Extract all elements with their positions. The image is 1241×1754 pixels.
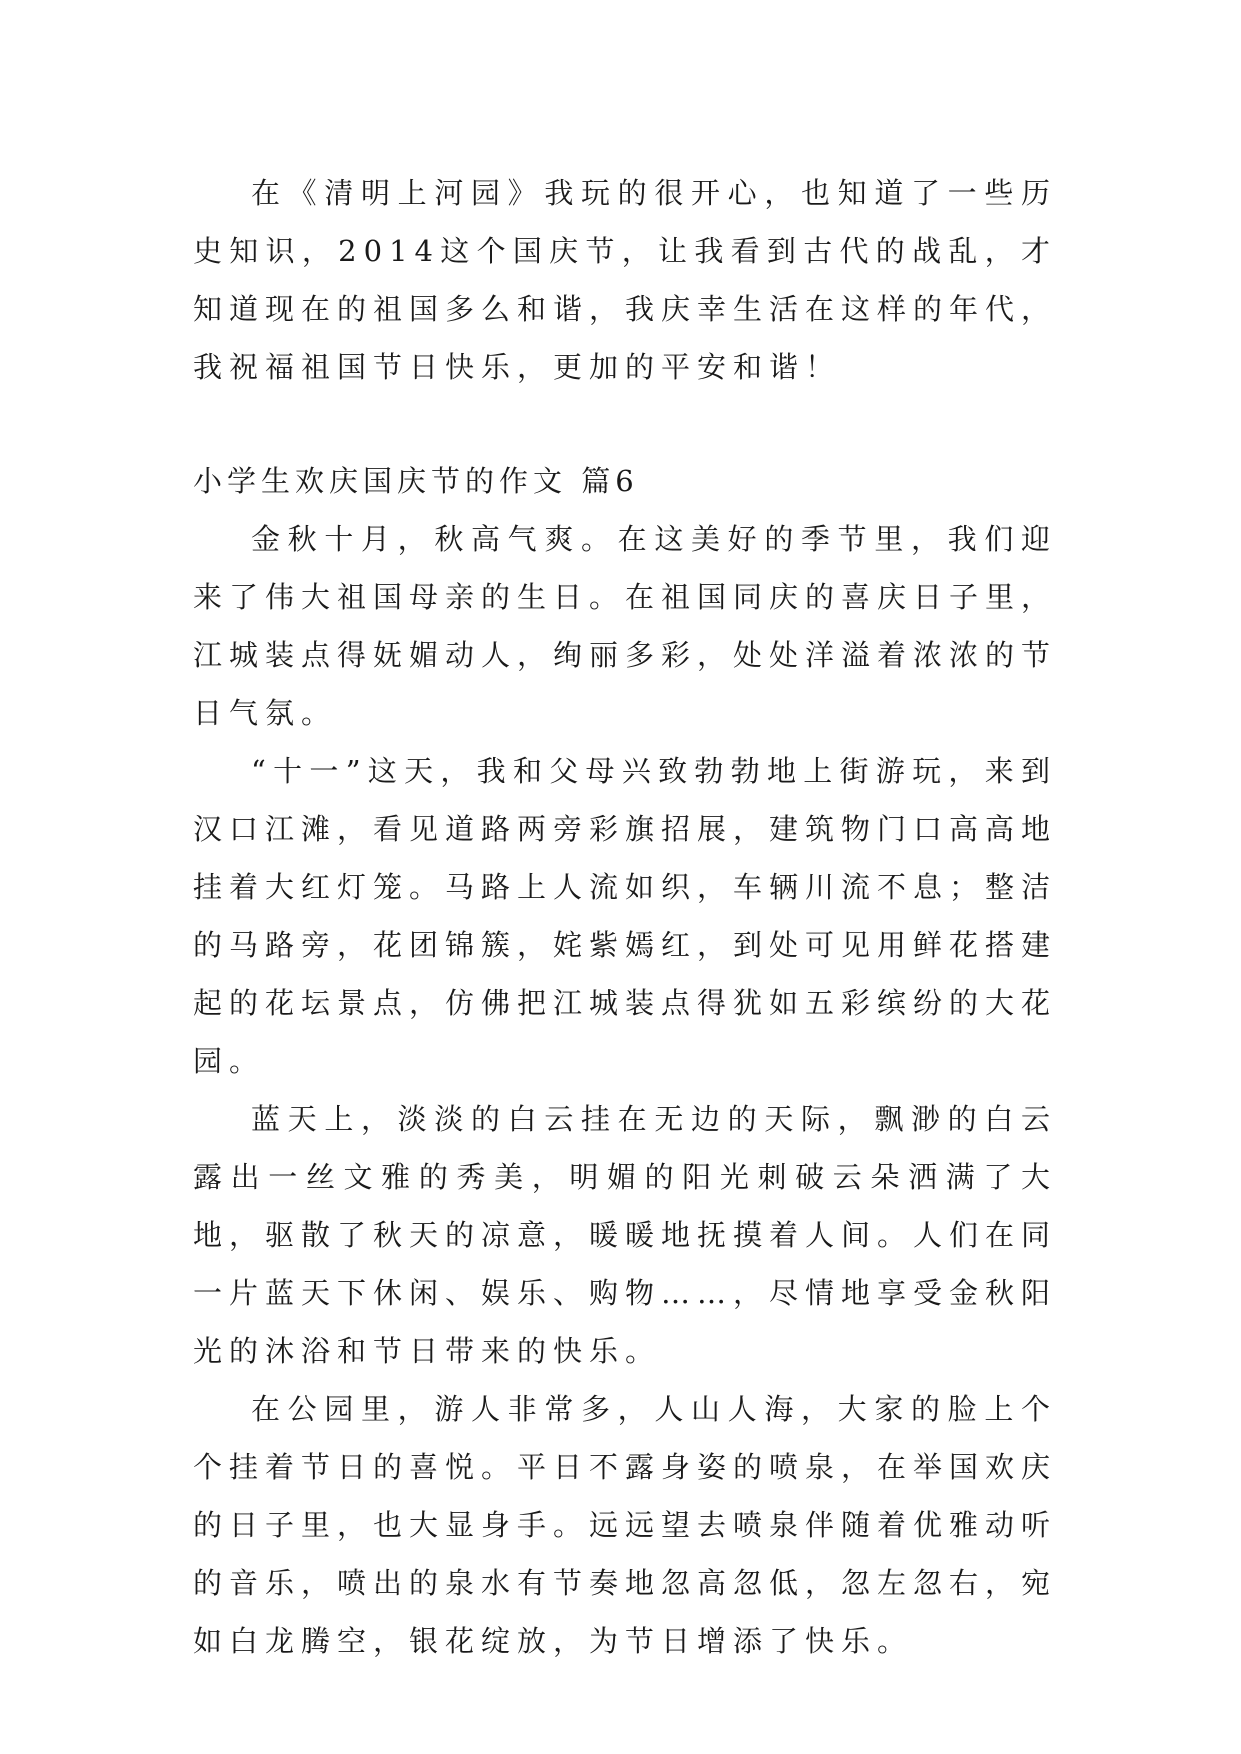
- section-spacer: [193, 396, 1057, 452]
- body-paragraph-4: 在公园里，游人非常多，人山人海，大家的脸上个个挂着节日的喜悦。平日不露身姿的喷泉，在举国欢庆的日子里，也大显身手。远远望去喷泉伴随着优雅动听的音乐，喷出的泉水有节奏地忽高忽低，忽左忽右，宛如白龙腾空，银花绽放，为节日增添了快乐。: [193, 1392, 1058, 1658]
- section-heading: 小学生欢庆国庆节的作文 篇6: [193, 464, 639, 498]
- body-paragraph-1: 金秋十月，秋高气爽。在这美好的季节里，我们迎来了伟大祖国母亲的生日。在祖国同庆的喜庆日子里，江城装点得妩媚动人，绚丽多彩，处处洋溢着浓浓的节日气氛。: [193, 522, 1058, 730]
- intro-paragraph: 在《清明上河园》我玩的很开心，也知道了一些历史知识，2014这个国庆节，让我看到古代的战乱，才知道现在的祖国多么和谐，我庆幸生活在这样的年代，我祝福祖国节日快乐，更加的平安和谐！: [193, 176, 1058, 384]
- body-paragraph-2: “十一”这天，我和父母兴致勃勃地上街游玩，来到汉口江滩，看见道路两旁彩旗招展，建筑物门口高高地挂着大红灯笼。马路上人流如织，车辆川流不息；整洁的马路旁，花团锦簇，姹紫嫣红，到处可见用鲜花搭建起的花坛景点，仿佛把江城装点得犹如五彩缤纷的大花园。: [193, 754, 1058, 1078]
- document-page: [193, 164, 1057, 1670]
- body-paragraph-3: 蓝天上，淡淡的白云挂在无边的天际，飘渺的白云露出一丝文雅的秀美，明媚的阳光刺破云朵洒满了大地，驱散了秋天的凉意，暖暖地抚摸着人间。人们在同一片蓝天下休闲、娱乐、购物……，尽情地享受金秋阳光的沐浴和节日带来的快乐。: [193, 1102, 1058, 1368]
